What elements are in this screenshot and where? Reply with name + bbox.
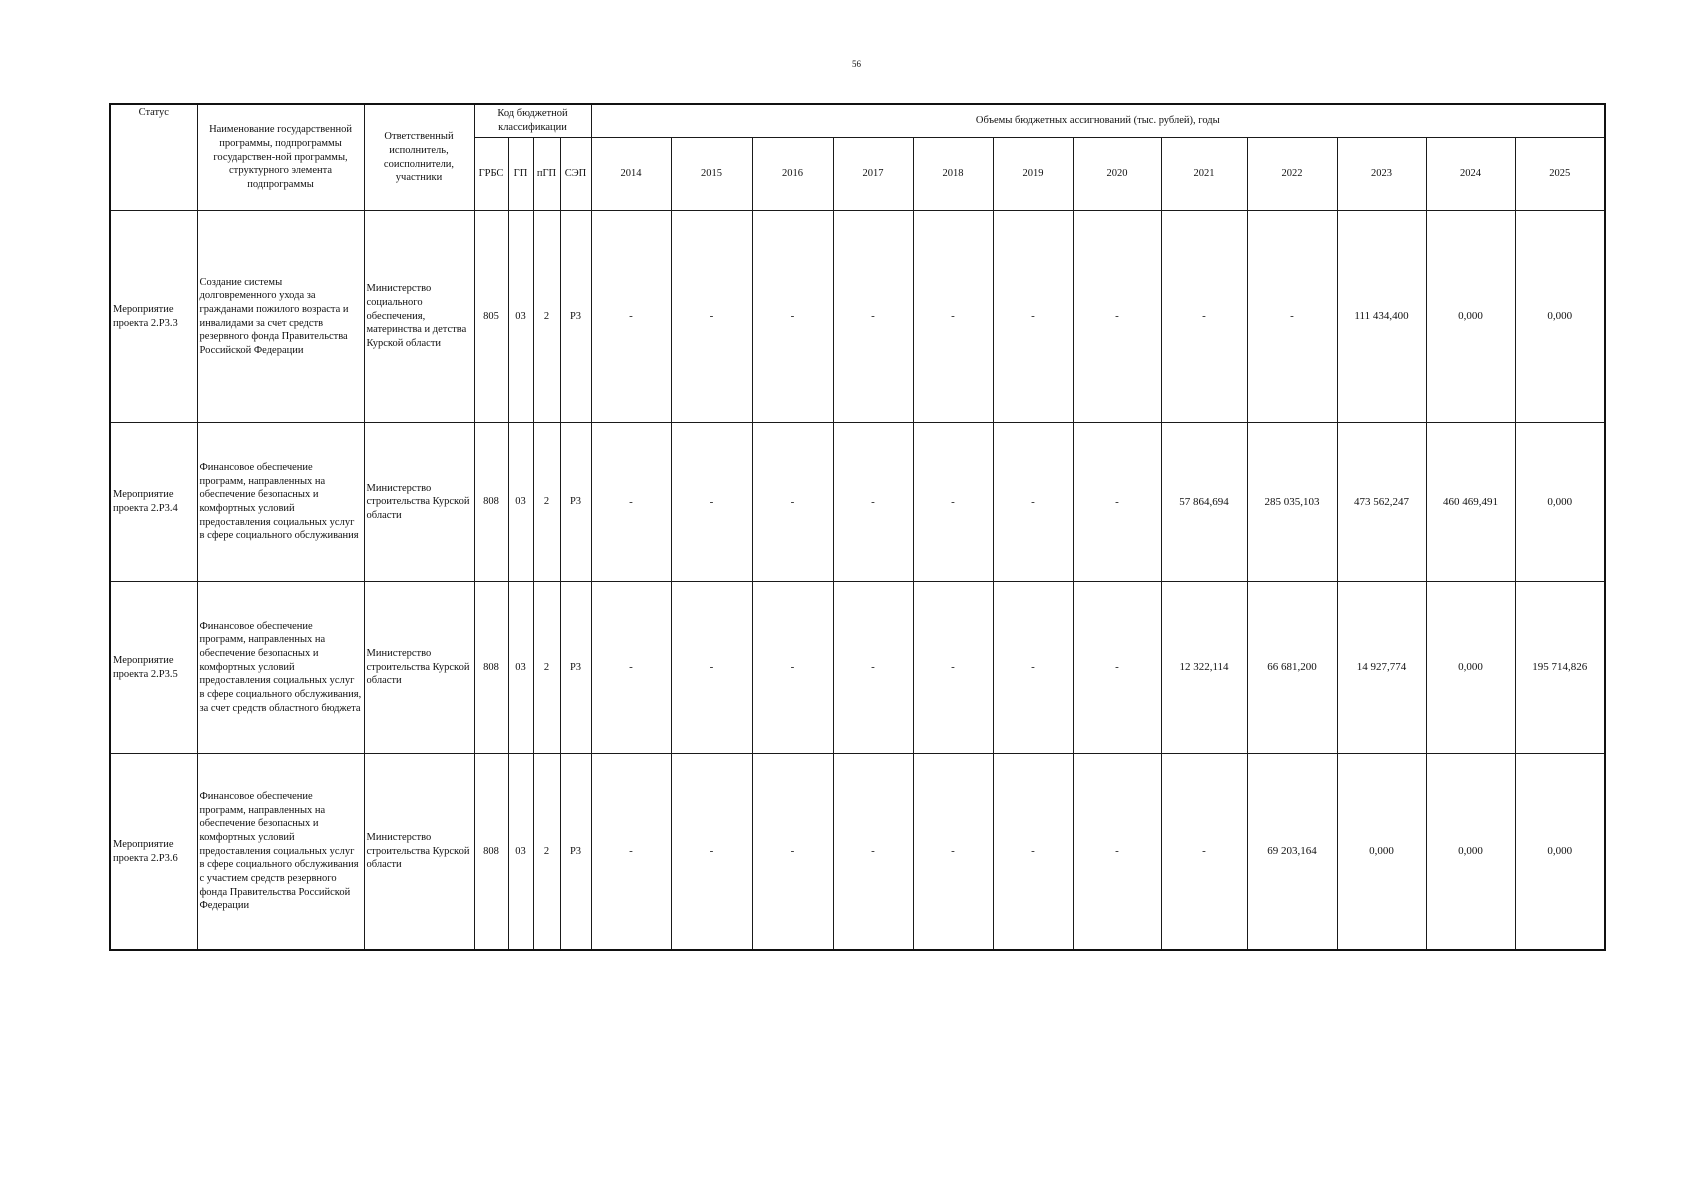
row-value: 57 864,694 bbox=[1161, 423, 1247, 582]
row-value: - bbox=[833, 423, 913, 582]
header-status: Статус bbox=[110, 104, 197, 211]
row-value: 69 203,164 bbox=[1247, 754, 1337, 951]
row-code-sep: Р3 bbox=[560, 582, 591, 754]
row-value: - bbox=[752, 423, 833, 582]
row-value: - bbox=[1073, 211, 1161, 423]
table-row bbox=[110, 211, 1605, 423]
row-value: - bbox=[833, 211, 913, 423]
row-code-gp: 03 bbox=[508, 582, 533, 754]
header-volumes: Объемы бюджетных ассигнований (тыс. рублей), годы bbox=[591, 104, 1605, 138]
row-value: 285 035,103 bbox=[1247, 423, 1337, 582]
table-row bbox=[110, 582, 1605, 754]
header-year: 2014 bbox=[591, 138, 671, 211]
table-row bbox=[110, 423, 1605, 582]
row-status: Мероприятие проекта 2.Р3.6 bbox=[110, 754, 197, 951]
header-code-gp: ГП bbox=[508, 138, 533, 211]
row-value: - bbox=[913, 582, 993, 754]
row-value: - bbox=[591, 423, 671, 582]
header-code-grbs: ГРБС bbox=[474, 138, 508, 211]
row-value: - bbox=[833, 754, 913, 951]
row-code-grbs: 808 bbox=[474, 423, 508, 582]
row-code-gp: 03 bbox=[508, 423, 533, 582]
row-code-grbs: 805 bbox=[474, 211, 508, 423]
row-value: 0,000 bbox=[1426, 582, 1515, 754]
row-value: - bbox=[913, 423, 993, 582]
header-year: 2024 bbox=[1426, 138, 1515, 211]
row-value: - bbox=[993, 423, 1073, 582]
row-name: Финансовое обеспечение программ, направленных на обеспечение безопасных и комфортных условий предоставления социальных услуг в сфере социального обслуживания bbox=[197, 423, 364, 582]
row-code-sep: Р3 bbox=[560, 754, 591, 951]
row-code-pgp: 2 bbox=[533, 582, 560, 754]
row-value: 0,000 bbox=[1515, 754, 1605, 951]
row-value: - bbox=[993, 582, 1073, 754]
row-value: - bbox=[1073, 754, 1161, 951]
row-value: 12 322,114 bbox=[1161, 582, 1247, 754]
row-value: - bbox=[591, 754, 671, 951]
row-value: - bbox=[1073, 423, 1161, 582]
page-number: 56 bbox=[852, 59, 861, 69]
row-value: 14 927,774 bbox=[1337, 582, 1426, 754]
table-row bbox=[110, 754, 1605, 951]
budget-allocation-table bbox=[109, 103, 1606, 951]
row-value: - bbox=[1073, 582, 1161, 754]
header-year: 2017 bbox=[833, 138, 913, 211]
row-value: 0,000 bbox=[1426, 211, 1515, 423]
header-year: 2021 bbox=[1161, 138, 1247, 211]
header-year: 2016 bbox=[752, 138, 833, 211]
row-value: - bbox=[671, 754, 752, 951]
row-value: 195 714,826 bbox=[1515, 582, 1605, 754]
row-code-pgp: 2 bbox=[533, 423, 560, 582]
row-value: 473 562,247 bbox=[1337, 423, 1426, 582]
header-executor: Ответственный исполнитель, соисполнители, участники bbox=[364, 104, 474, 211]
row-code-grbs: 808 bbox=[474, 754, 508, 951]
row-name: Финансовое обеспечение программ, направленных на обеспечение безопасных и комфортных условий предоставления социальных услуг в сфере социального обслуживания с участием средств резервного фонда Правительства Российской Федерации bbox=[197, 754, 364, 951]
row-value: - bbox=[591, 582, 671, 754]
row-code-gp: 03 bbox=[508, 211, 533, 423]
row-value: 0,000 bbox=[1426, 754, 1515, 951]
row-code-gp: 03 bbox=[508, 754, 533, 951]
row-executor: Министерство строительства Курской области bbox=[364, 423, 474, 582]
row-value: 0,000 bbox=[1337, 754, 1426, 951]
row-value: 111 434,400 bbox=[1337, 211, 1426, 423]
row-executor: Министерство строительства Курской области bbox=[364, 754, 474, 951]
row-status: Мероприятие проекта 2.Р3.5 bbox=[110, 582, 197, 754]
row-code-sep: Р3 bbox=[560, 211, 591, 423]
row-value: - bbox=[1161, 754, 1247, 951]
row-status: Мероприятие проекта 2.Р3.3 bbox=[110, 211, 197, 423]
row-name: Финансовое обеспечение программ, направленных на обеспечение безопасных и комфортных условий предоставления социальных услуг в сфере социального обслуживания, за счет средств областного бюджета bbox=[197, 582, 364, 754]
row-value: - bbox=[752, 754, 833, 951]
header-year: 2025 bbox=[1515, 138, 1605, 211]
row-value: - bbox=[752, 582, 833, 754]
row-value: - bbox=[833, 582, 913, 754]
row-executor: Министерство строительства Курской области bbox=[364, 582, 474, 754]
row-value: - bbox=[671, 211, 752, 423]
row-value: - bbox=[591, 211, 671, 423]
row-value: - bbox=[671, 582, 752, 754]
row-value: - bbox=[993, 754, 1073, 951]
row-value: - bbox=[993, 211, 1073, 423]
row-value: - bbox=[1161, 211, 1247, 423]
row-value: - bbox=[1247, 211, 1337, 423]
header-year: 2023 bbox=[1337, 138, 1426, 211]
header-year: 2020 bbox=[1073, 138, 1161, 211]
header-code-sep: СЭП bbox=[560, 138, 591, 211]
row-value: 66 681,200 bbox=[1247, 582, 1337, 754]
header-year: 2022 bbox=[1247, 138, 1337, 211]
row-value: 0,000 bbox=[1515, 423, 1605, 582]
header-budget-code: Код бюджетной классификации bbox=[474, 104, 591, 138]
row-name: Создание системы долговременного ухода за гражданами пожилого возраста и инвалидами за счет средств резервного фонда Правительства Российской Федерации bbox=[197, 211, 364, 423]
header-code-pgp: пГП bbox=[533, 138, 560, 211]
row-code-pgp: 2 bbox=[533, 211, 560, 423]
row-code-pgp: 2 bbox=[533, 754, 560, 951]
header-year: 2018 bbox=[913, 138, 993, 211]
row-code-sep: Р3 bbox=[560, 423, 591, 582]
row-code-grbs: 808 bbox=[474, 582, 508, 754]
row-executor: Министерство социального обеспечения, материнства и детства Курской области bbox=[364, 211, 474, 423]
row-value: 460 469,491 bbox=[1426, 423, 1515, 582]
row-status: Мероприятие проекта 2.Р3.4 bbox=[110, 423, 197, 582]
row-value: 0,000 bbox=[1515, 211, 1605, 423]
row-value: - bbox=[671, 423, 752, 582]
header-year: 2015 bbox=[671, 138, 752, 211]
row-value: - bbox=[913, 211, 993, 423]
row-value: - bbox=[752, 211, 833, 423]
row-value: - bbox=[913, 754, 993, 951]
header-name: Наименование государственной программы, подпрограммы государствен-ной программы, структурного элемента подпрограммы bbox=[197, 104, 364, 211]
header-year: 2019 bbox=[993, 138, 1073, 211]
